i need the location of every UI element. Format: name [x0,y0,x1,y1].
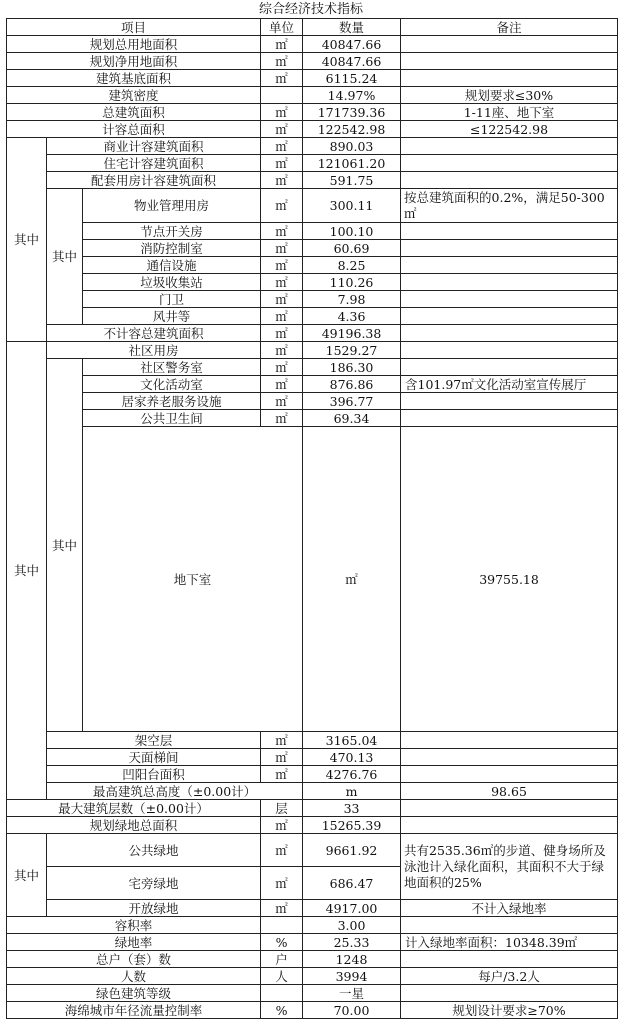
row-item: 公共绿地 [47,834,261,867]
row-unit [261,87,303,104]
row-value: 396.77 [303,393,401,410]
table-row [7,359,618,376]
row-item: 计容总面积 [7,121,261,138]
row-note [401,342,618,359]
row-unit: ㎡ [261,104,303,121]
row-value: 6115.24 [303,70,401,87]
table-row [7,189,618,223]
row-item: 通信设施 [83,257,261,274]
table-row [7,308,618,325]
row-value: 9661.92 [303,834,401,867]
row-item: 不计容总建筑面积 [47,325,261,342]
row-value: 8.25 [303,257,401,274]
row-unit: % [261,934,303,951]
row-value: 49196.38 [303,325,401,342]
row-item: 人数 [7,968,261,985]
table-row [7,376,618,393]
row-value: 15265.39 [303,817,401,834]
table-row [7,749,618,766]
table-row [7,70,618,87]
row-note [401,917,618,934]
row-value: 110.26 [303,274,401,291]
row-value: 186.30 [303,359,401,376]
row-note [401,359,618,376]
table-row [7,274,618,291]
row-note [401,749,618,766]
table-row [7,1002,618,1019]
row-note [401,70,618,87]
row-item: 社区警务室 [83,359,261,376]
row-unit: ㎡ [261,36,303,53]
table-row [7,968,618,985]
row-value: 122542.98 [303,121,401,138]
row-note: 规划要求≤30% [401,87,618,104]
row-note: 含101.97㎡文化活动室宣传展厅 [401,376,618,393]
row-unit: 人 [261,968,303,985]
row-item: 公共卫生间 [83,410,261,427]
row-unit: 层 [261,800,303,817]
row-value: 890.03 [303,138,401,155]
row-item: 容积率 [7,917,261,934]
row-note [401,393,618,410]
row-note: 计入绿地率面积：10348.39㎡ [401,934,618,951]
row-unit: ㎡ [261,121,303,138]
row-note [401,223,618,240]
row-item: 最大建筑层数（±0.00计） [7,800,261,817]
row-note: 共有2535.36㎡的步道、健身场所及泳池计入绿化面积，其面积不大于绿地面积的25% [401,834,618,900]
row-value: 121061.20 [303,155,401,172]
row-note: 每户/3.2人 [401,968,618,985]
row-item: 地下室 [83,427,303,732]
table-row [7,410,618,427]
row-note [401,951,618,968]
row-unit: ㎡ [261,376,303,393]
row-unit: ㎡ [261,240,303,257]
row-note [401,308,618,325]
group-label: 其中 [7,342,47,800]
row-item: 配套用房计容建筑面积 [47,172,261,189]
row-unit: m [303,783,401,800]
row-value: 3.00 [303,917,401,934]
table-row [7,87,618,104]
row-value: 876.86 [303,376,401,393]
header-row [7,19,618,36]
row-note [401,53,618,70]
row-item: 消防控制室 [83,240,261,257]
row-unit: ㎡ [261,257,303,274]
table-row [7,257,618,274]
row-note [401,36,618,53]
row-unit: ㎡ [261,155,303,172]
table-row [7,121,618,138]
row-unit: ㎡ [261,749,303,766]
row-value: 98.65 [401,783,618,800]
row-item: 凹阳台面积 [47,766,261,783]
row-unit: ㎡ [261,53,303,70]
row-unit: ㎡ [261,70,303,87]
row-note: 规划设计要求≥70% [401,1002,618,1019]
row-item: 住宅计容建筑面积 [47,155,261,172]
row-item: 居家养老服务设施 [83,393,261,410]
table-title: 综合经济技术指标 [258,2,363,17]
row-unit: ㎡ [261,834,303,867]
table-row [7,138,618,155]
row-note [401,985,618,1002]
group-label: 其中 [7,834,47,917]
row-unit: ㎡ [261,172,303,189]
row-unit: ㎡ [261,766,303,783]
header-value: 数量 [303,19,401,36]
table-row [7,766,618,783]
row-item: 商业计容建筑面积 [47,138,261,155]
row-note: 1-11座、地下室 [401,104,618,121]
row-value: 一星 [303,985,401,1002]
table-row [7,985,618,1002]
row-value: 69.34 [303,410,401,427]
row-note [401,800,618,817]
row-note [401,138,618,155]
row-note [401,155,618,172]
row-value: 40847.66 [303,53,401,70]
row-value: 7.98 [303,291,401,308]
row-value: 100.10 [303,223,401,240]
row-note [401,291,618,308]
row-item: 风井等 [83,308,261,325]
row-item: 最高建筑总高度（±0.00计） [47,783,303,800]
group-label: 其中 [7,138,47,342]
row-unit [261,985,303,1002]
row-value: 3994 [303,968,401,985]
header-note: 备注 [401,19,618,36]
row-unit: ㎡ [261,223,303,240]
row-unit: ㎡ [261,732,303,749]
table-row [7,900,618,917]
row-value: 4917.00 [303,900,401,917]
table-row [7,325,618,342]
row-item: 门卫 [83,291,261,308]
indicator-table [6,18,618,1019]
row-value: 33 [303,800,401,817]
row-note [401,766,618,783]
row-value: 25.33 [303,934,401,951]
header-unit: 单位 [261,19,303,36]
table-row [7,951,618,968]
table-row [7,393,618,410]
row-value: 70.00 [303,1002,401,1019]
row-unit: ㎡ [261,274,303,291]
row-item: 宅旁绿地 [47,867,261,900]
table-row [7,172,618,189]
row-item: 垃圾收集站 [83,274,261,291]
row-unit: ㎡ [261,138,303,155]
row-item: 开放绿地 [47,900,261,917]
row-item: 规划净用地面积 [7,53,261,70]
row-value: 591.75 [303,172,401,189]
table-row [7,917,618,934]
table-row [7,155,618,172]
row-unit: ㎡ [261,359,303,376]
row-item: 物业管理用房 [83,189,261,223]
row-note [401,274,618,291]
table-row [7,732,618,749]
table-row [7,291,618,308]
row-unit: ㎡ [261,900,303,917]
row-value: 39755.18 [401,427,618,732]
row-unit: % [261,1002,303,1019]
table-row [7,834,618,867]
row-unit: 户 [261,951,303,968]
row-unit: ㎡ [261,189,303,223]
row-item: 总户（套）数 [7,951,261,968]
row-value: 4.36 [303,308,401,325]
row-note [401,325,618,342]
row-note: 不计入绿地率 [401,900,618,917]
row-unit: ㎡ [261,342,303,359]
row-unit: ㎡ [303,427,401,732]
row-value: 60.69 [303,240,401,257]
table-row [7,104,618,121]
row-item: 文化活动室 [83,376,261,393]
row-item: 社区用房 [47,342,261,359]
row-unit: ㎡ [261,817,303,834]
row-note [401,257,618,274]
row-item: 总建筑面积 [7,104,261,121]
table-row [7,53,618,70]
row-value: 3165.04 [303,732,401,749]
row-item: 海绵城市年径流量控制率 [7,1002,261,1019]
table-row [7,223,618,240]
row-note [401,172,618,189]
row-item: 绿色建筑等级 [7,985,261,1002]
row-unit: ㎡ [261,410,303,427]
table-row [7,934,618,951]
table-row [7,240,618,257]
table-row [7,427,618,732]
row-unit: ㎡ [261,867,303,900]
row-value: 470.13 [303,749,401,766]
row-note [401,732,618,749]
table-row [7,800,618,817]
row-value: 171739.36 [303,104,401,121]
row-unit: ㎡ [261,308,303,325]
table-row [7,36,618,53]
row-item: 规划总用地面积 [7,36,261,53]
row-value: 4276.76 [303,766,401,783]
row-item: 节点开关房 [83,223,261,240]
row-value: 14.97% [303,87,401,104]
row-unit: ㎡ [261,291,303,308]
row-value: 300.11 [303,189,401,223]
table-row [7,342,618,359]
table-row [7,783,618,800]
row-item: 绿地率 [7,934,261,951]
row-unit [261,917,303,934]
row-value: 40847.66 [303,36,401,53]
row-note: ≤122542.98 [401,121,618,138]
row-note [401,240,618,257]
header-item: 项目 [7,19,261,36]
subgroup-label: 其中 [47,359,83,732]
row-value: 686.47 [303,867,401,900]
row-item: 规划绿地总面积 [7,817,261,834]
row-note: 按总建筑面积的0.2%，满足50-300㎡ [401,189,618,223]
row-item: 建筑密度 [7,87,261,104]
subgroup-label: 其中 [47,189,83,325]
row-item: 天面梯间 [47,749,261,766]
row-unit: ㎡ [261,325,303,342]
row-value: 1248 [303,951,401,968]
row-value: 1529.27 [303,342,401,359]
row-item: 架空层 [47,732,261,749]
row-unit: ㎡ [261,393,303,410]
row-item: 建筑基底面积 [7,70,261,87]
row-note [401,410,618,427]
table-row [7,817,618,834]
row-note [401,817,618,834]
